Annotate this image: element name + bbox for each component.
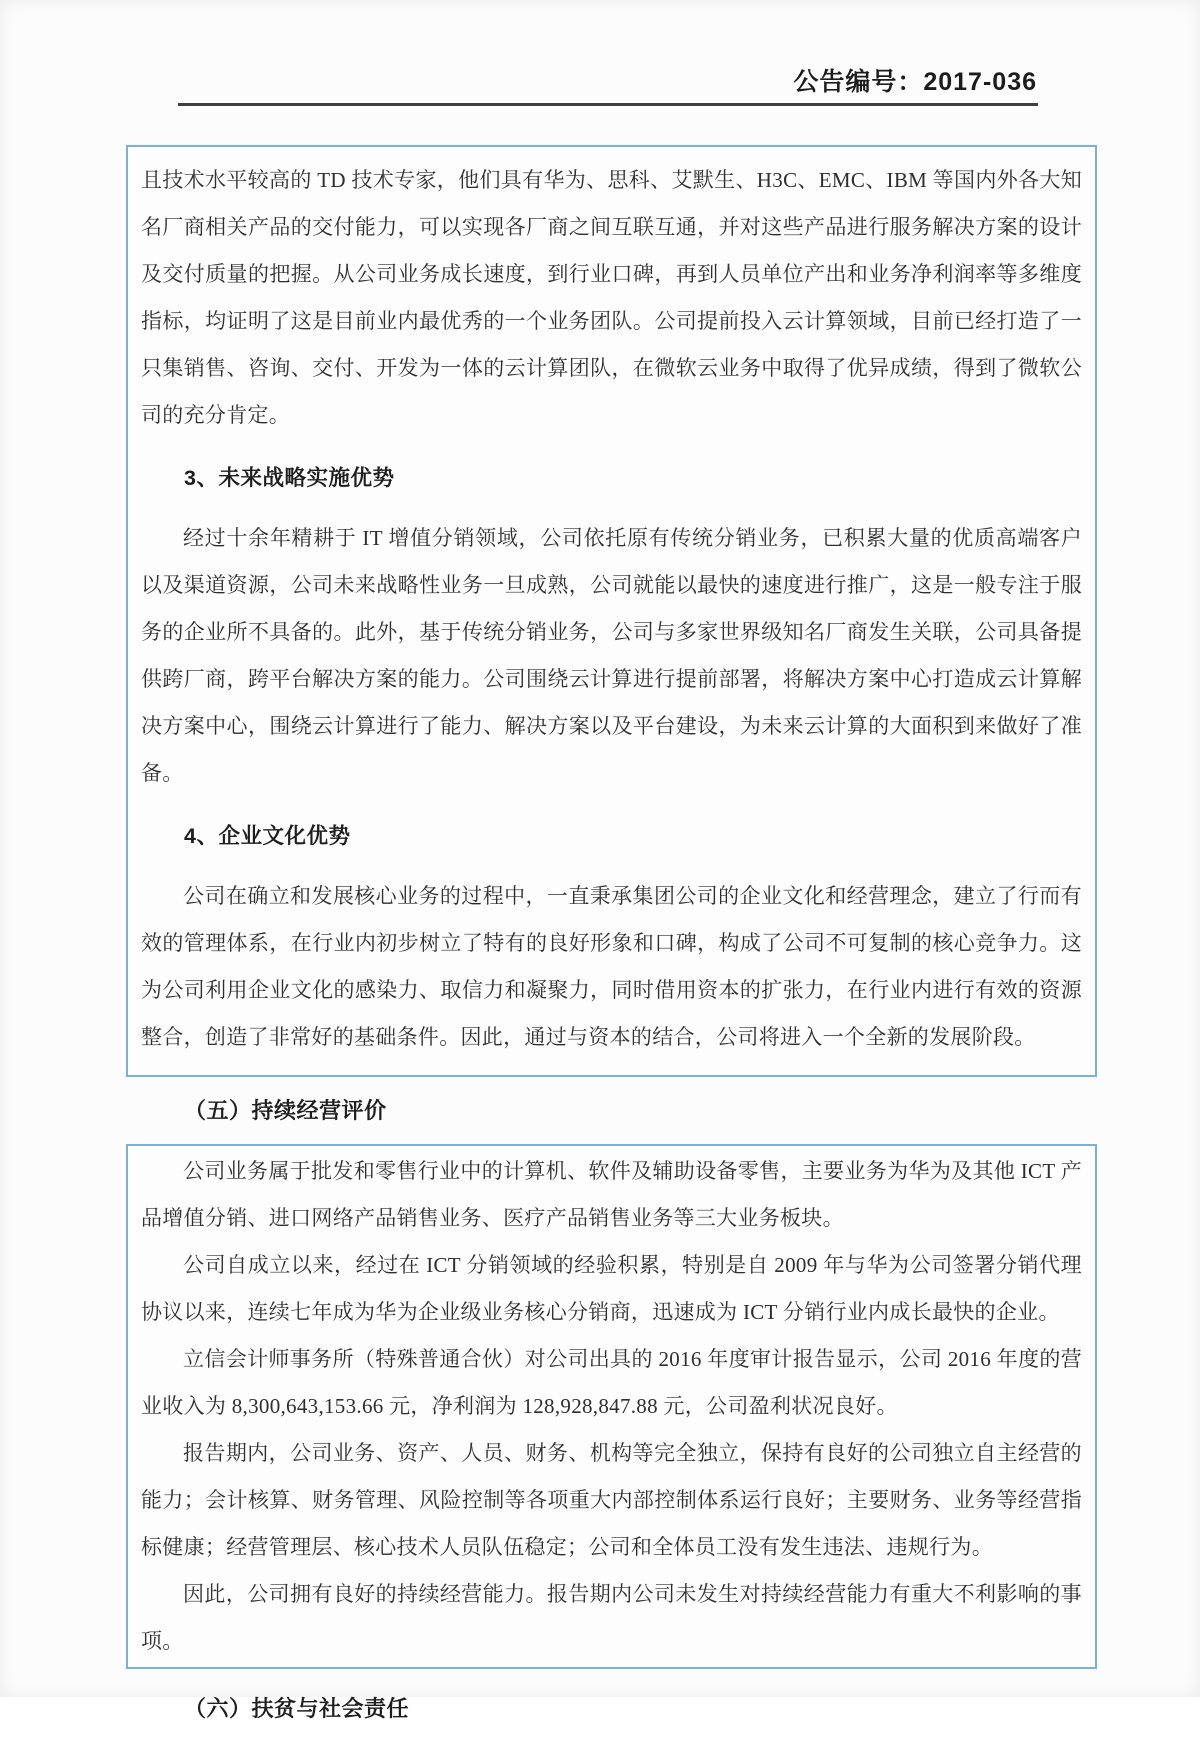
continuation-paragraph: 且技术水平较高的 TD 技术专家，他们具有华为、思科、艾默生、H3C、EMC、IBM 等国内外各大知名厂商相关产品的交付能力，可以实现各厂商之间互联互通，并对这些产品进行服务解决方案的设计及交付质量的把握。从公司业务成长速度，到行业口碑，再到人员单位产出和业务净利润率等多维度指标，均证明了这是目前业内最优秀的一个业务团队。公司提前投入云计算领域，目前已经打造了一只集销售、咨询、交付、开发为一体的云计算团队，在微软云业务中取得了优异成绩，得到了微软公司的充分肯定。 — [141, 168, 1082, 427]
going-concern-paragraph: 报告期内，公司业务、资产、人员、财务、机构等完全独立，保持有良好的公司独立自主经营的能力；会计核算、财务管理、风险控制等各项重大内部控制体系运行良好；主要财务、业务等经营指标健康；经营管理层、核心技术人员队伍稳定；公司和全体员工没有发生违法、违规行为。 — [141, 1441, 1082, 1559]
going-concern-paragraph: 公司自成立以来，经过在 ICT 分销领域的经验积累，特别是自 2009 年与华为公司签署分销代理协议以来，连续七年成为华为企业级业务核心分销商，迅速成为 ICT 分销行业内成长最快的企业。 — [141, 1253, 1082, 1324]
document-header — [0, 0, 1200, 110]
content-box-business-advantages — [126, 145, 1097, 1077]
announcement-number: 公告编号：2017-036 — [793, 68, 1037, 96]
section-heading-corporate-culture: 4、企业文化优势 — [184, 824, 351, 848]
going-concern-paragraph: 公司业务属于批发和零售行业中的计算机、软件及辅助设备零售，主要业务为华为及其他 ICT 产品增值分销、进口网络产品销售业务、医疗产品销售业务等三大业务板块。 — [141, 1159, 1082, 1230]
section-heading-going-concern: （五）持续经营评价 — [184, 1098, 387, 1123]
section-paragraph-corporate-culture: 公司在确立和发展核心业务的过程中，一直秉承集团公司的企业文化和经营理念，建立了行而有效的管理体系，在行业内初步树立了特有的良好形象和口碑，构成了公司不可复制的核心竞争力。这为公司利用企业文化的感染力、取信力和凝聚力，同时借用资本的扩张力，在行业内进行有效的资源整合，创造了非常好的基础条件。因此，通过与资本的结合，公司将进入一个全新的发展阶段。 — [141, 884, 1082, 1049]
section-heading-future-strategy: 3、未来战略实施优势 — [184, 466, 395, 490]
section-paragraph-future-strategy: 经过十余年精耕于 IT 增值分销领域，公司依托原有传统分销业务，已积累大量的优质高端客户以及渠道资源，公司未来战略性业务一旦成熟，公司就能以最快的速度进行推广，这是一般专注于服务的企业所不具备的。此外，基于传统分销业务，公司与多家世界级知名厂商发生关联，公司具备提供跨厂商，跨平台解决方案的能力。公司围绕云计算进行提前部署，将解决方案中心打造成云计算解决方案中心，围绕云计算进行了能力、解决方案以及平台建设，为未来云计算的大面积到来做好了准备。 — [141, 526, 1082, 785]
going-concern-paragraph: 立信会计师事务所（特殊普通合伙）对公司出具的 2016 年度审计报告显示，公司 2016 年度的营业收入为 8,300,643,153.66 元，净利润为 128,928,847.88 元，公司盈利状况良好。 — [141, 1347, 1082, 1418]
content-box-going-concern — [126, 1144, 1097, 1669]
document-body — [126, 105, 1097, 1742]
section-heading-poverty-social-responsibility: （六）扶贫与社会责任 — [184, 1696, 410, 1721]
going-concern-paragraph: 因此，公司拥有良好的持续经营能力。报告期内公司未发生对持续经营能力有重大不利影响的事项。 — [141, 1582, 1082, 1653]
